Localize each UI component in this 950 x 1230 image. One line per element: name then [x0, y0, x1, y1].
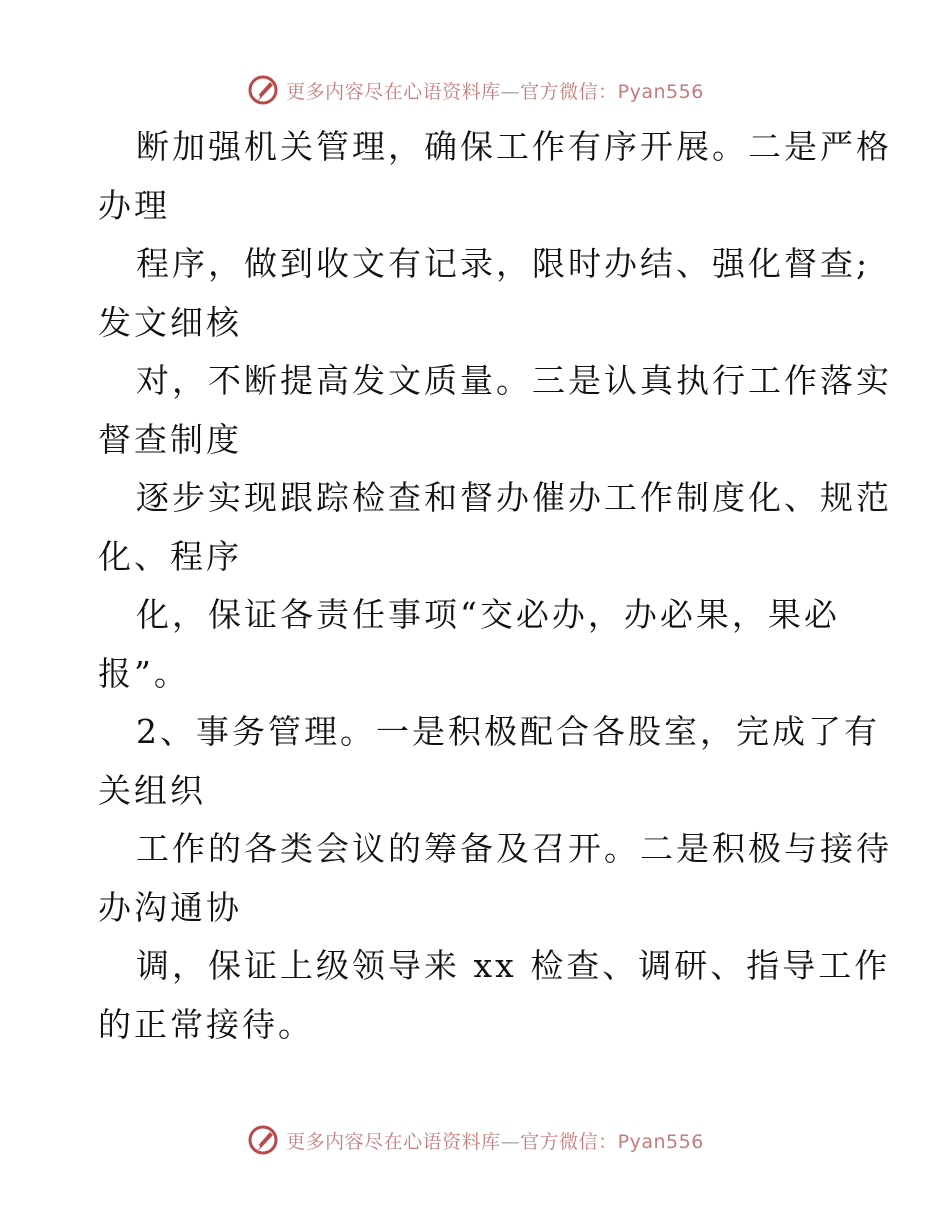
paragraph-line: 化、程序: [98, 536, 242, 576]
paragraph-line: 关组织: [98, 770, 206, 810]
paragraph-line: 发文细核: [98, 302, 242, 342]
paragraph-line: 断加强机关管理，确保工作有序开展。二是严格: [136, 127, 892, 166]
quill-circle-logo-icon: [246, 73, 280, 107]
paragraph-line: 逐步实现跟踪检查和督办催办工作制度化、规范: [136, 478, 892, 517]
watermark-separator: —: [500, 1130, 521, 1153]
paragraph-line: 的正常接待。: [98, 1004, 314, 1044]
paragraph-line: 程序，做到收文有记录，限时办结、强化督查;: [136, 244, 871, 283]
watermark-wechat-text: 官方微信：Pyan556: [520, 80, 704, 103]
paragraph-line: 工作的各类会议的筹备及召开。二是积极与接待: [136, 829, 892, 868]
paragraph-line: 2、事务管理。一是积极配合各股室，完成了有: [136, 712, 880, 751]
paragraph-line: 化，保证各责任事项“交必办，办必果，果必: [136, 595, 840, 634]
watermark-separator: —: [500, 80, 521, 103]
watermark-site-text: 更多内容尽在心语资料库: [286, 80, 501, 103]
paragraph-line: 对，不断提高发文质量。三是认真执行工作落实: [136, 361, 892, 400]
paragraph-line: 督查制度: [98, 419, 242, 459]
watermark-site-text: 更多内容尽在心语资料库: [286, 1130, 501, 1153]
header-watermark: [0, 70, 950, 110]
footer-watermark: [0, 1120, 950, 1160]
paragraph-line: 调，保证上级领导来 xx 检查、调研、指导工作: [136, 946, 891, 985]
watermark-text: [286, 1127, 704, 1154]
paragraph-line: 办沟通协: [98, 887, 242, 927]
watermark-wechat-text: 官方微信：Pyan556: [520, 1130, 704, 1153]
watermark-text: [286, 77, 704, 104]
quill-circle-logo-icon: [246, 1123, 280, 1157]
paragraph-line: 办理: [98, 185, 170, 225]
paragraph-line: 报”。: [98, 653, 190, 693]
document-body: [98, 118, 892, 1054]
